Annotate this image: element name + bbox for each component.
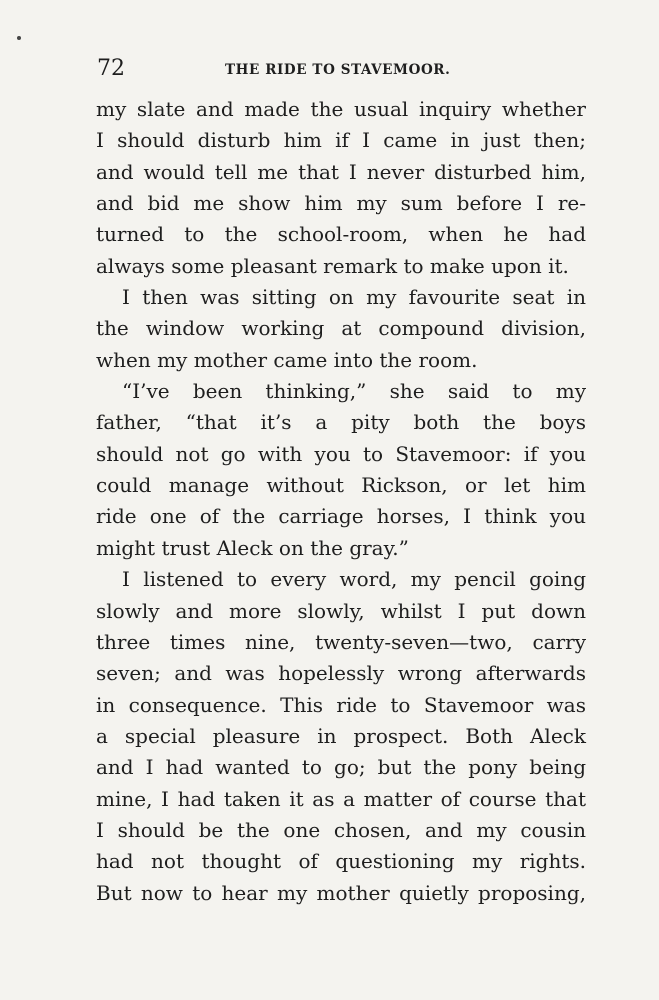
body-text: [96, 94, 586, 909]
text-line: seven; and was hopelessly wrong afterwards: [96, 661, 586, 686]
text-line: and I had wanted to go; but the pony being: [96, 755, 586, 780]
text-line: the window working at compound division,: [96, 316, 586, 341]
text-line: I should be the one chosen, and my cousin: [96, 817, 586, 842]
text-line: I listened to every word, my pencil going: [122, 567, 586, 592]
text-line: three times nine, twenty-seven—two, carry: [96, 629, 586, 654]
ink-speck: [17, 36, 21, 40]
text-line: when my mother came into the room.: [96, 347, 478, 372]
text-line: had not thought of questioning my rights.: [96, 849, 586, 874]
text-line: I should disturb him if I came in just then;: [96, 128, 586, 153]
page-number: 72: [97, 56, 125, 81]
text-line: and bid me show him my sum before I re-: [96, 191, 586, 216]
text-line: father, “that it’s a pity both the boys: [96, 410, 586, 435]
text-line: turned to the school-room, when he had: [96, 222, 586, 247]
text-line: my slate and made the usual inquiry whether: [96, 97, 586, 121]
text-line: could manage without Rickson, or let him: [96, 473, 586, 498]
text-line: “I’ve been thinking,” she said to my: [122, 379, 586, 404]
text-line: might trust Aleck on the gray.”: [96, 535, 409, 560]
text-line: But now to hear my mother quietly proposing,: [96, 880, 586, 905]
running-head: THE RIDE TO STAVEMOOR.: [225, 62, 451, 78]
text-line: and would tell me that I never disturbed him,: [96, 159, 586, 184]
text-line: always some pleasant remark to make upon it.: [96, 253, 569, 278]
text-line: in consequence. This ride to Stavemoor was: [96, 692, 586, 717]
text-line: mine, I had taken it as a matter of course that: [96, 786, 586, 811]
text-line: a special pleasure in prospect. Both Aleck: [96, 723, 586, 748]
text-line: I then was sitting on my favourite seat in: [122, 285, 586, 310]
page-header: [97, 56, 586, 82]
text-line: slowly and more slowly, whilst I put down: [96, 598, 586, 623]
text-line: ride one of the carriage horses, I think you: [96, 504, 586, 529]
text-line: should not go with you to Stavemoor: if you: [96, 441, 586, 466]
